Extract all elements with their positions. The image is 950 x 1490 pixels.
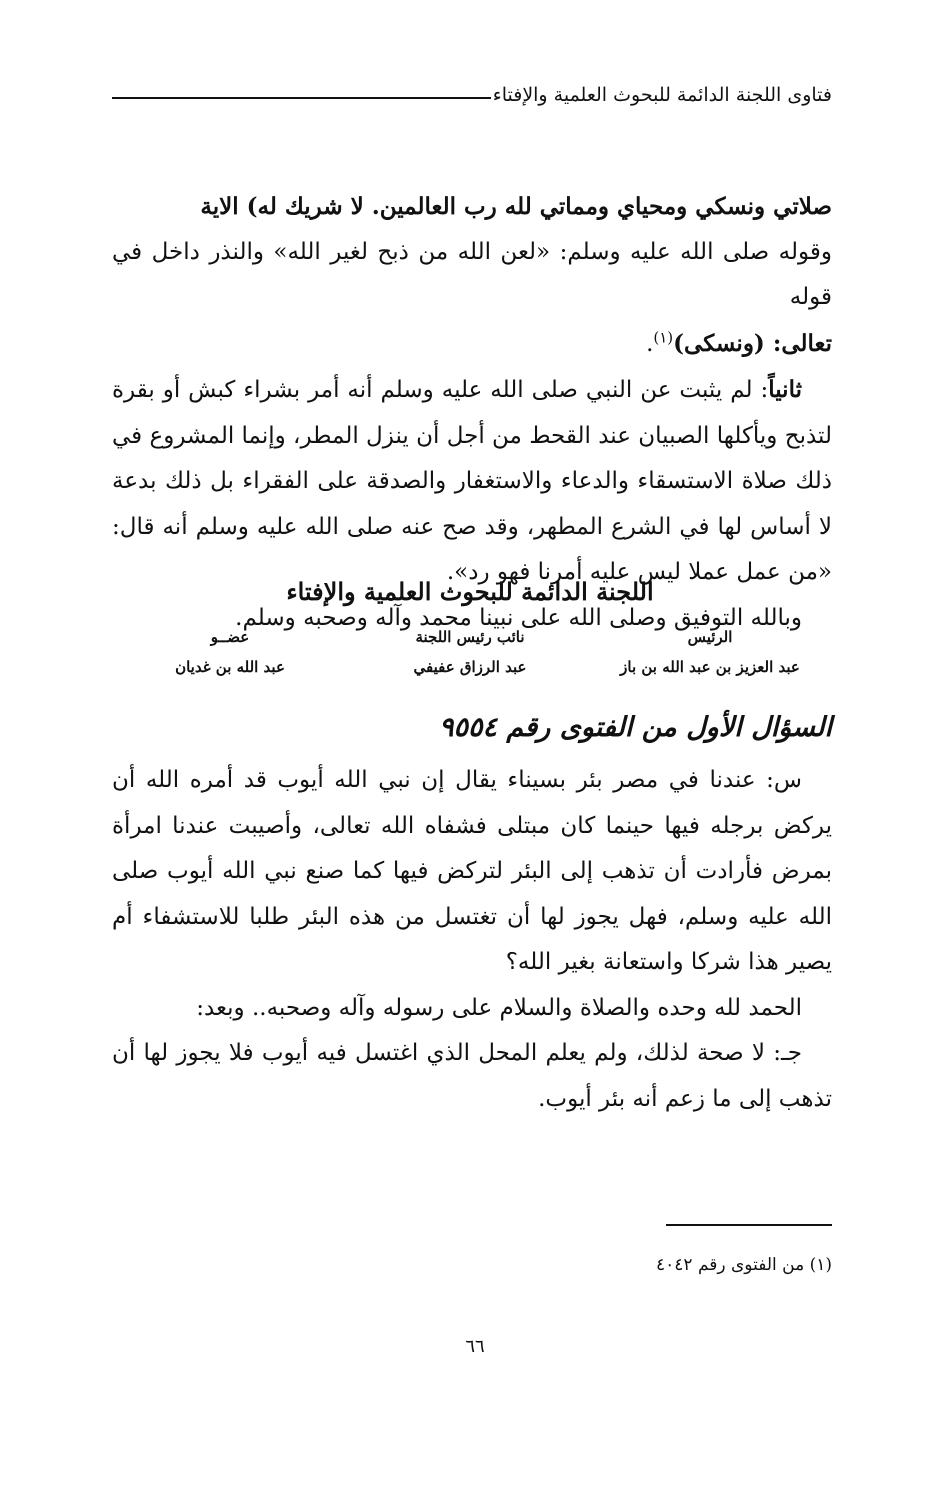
second-point-paragraph: [112, 367, 832, 596]
signature-deputy: [360, 622, 580, 682]
second-point-text: : لم يثبت عن النبي صلى الله عليه وسلم أنه أمر بشراء كبش أو بقرة لتذبح ويأكلها الصبيان عند القحط من أجل أن ينزل المطر، وإنما المشروع في ذلك صلاة الاستسقاء والدعاء والاستغفار والصدقة على الفقراء بل ذلك بدعة لا أساس لها في الشرع المطهر، وقد صح عنه صلى الله عليه وسلم أنه قال: «من عمل عملا ليس عليه أمرنا فهو رد».: [112, 377, 832, 585]
signature-role: عضــو: [210, 628, 250, 646]
signature-chairman: [600, 622, 820, 682]
signature-role: الرئيس: [687, 628, 733, 646]
running-header: [112, 84, 832, 106]
header-rule: [112, 97, 491, 99]
running-header-title: فتاوى اللجنة الدائمة للبحوث العلمية والإفتاء: [492, 84, 832, 106]
verse-reference-line: [112, 321, 832, 368]
footnote-reference: (١): [653, 327, 674, 346]
question-paragraph: س: عندنا في مصر بئر بسيناء يقال إن نبي الله أيوب قد أمره الله أن يركض برجله فيها حينما كان مبتلى فشفاه الله تعالى، وأصيبت عندنا امرأة بمرض فأرادت أن تذهب إلى البئر لتركض فيها كما صنع نبي الله أيوب صلى الله عليه وسلم، فهل يجوز لها أن تغتسل من هذه البئر طلبا للاستشفاء أم يصير هذا شركا واستعانة بغير الله؟: [112, 767, 832, 975]
signature-name: عبد الله بن غديان: [175, 658, 285, 676]
signature-name: عبد العزيز بن عبد الله بن باز: [620, 658, 800, 676]
closing-prayer: وبالله التوفيق وصلى الله على نبينا محمد وآله وصحبه وسلم.: [235, 604, 802, 631]
answer-paragraph: جـ: لا صحة لذلك، ولم يعلم المحل الذي اغتسل فيه أيوب فلا يجوز لها أن تذهب إلى ما زعم أنه بئر أيوب.: [112, 1040, 832, 1112]
fatwa-body: [112, 758, 832, 1122]
hadith-line: وقوله صلى الله عليه وسلم: «لعن الله من ذبح لغير الله» والنذر داخل في قوله: [112, 238, 832, 310]
committee-signatures: [120, 622, 820, 682]
page-number: ٦٦: [465, 1336, 485, 1357]
verse-reference-end: .: [646, 330, 654, 357]
fatwa-heading: السؤال الأول من الفتوى رقم ٩٥٥٤: [439, 712, 832, 743]
praise-paragraph: الحمد لله وحده والصلاة والسلام على رسوله وآله وصحبه.. وبعد:: [196, 994, 802, 1021]
signature-member: [120, 622, 340, 682]
quran-verse-line: صلاتي ونسكي ومحياي ومماتي لله رب العالمين. لا شريك له) الاية: [200, 193, 832, 220]
footnote: (١) من الفتوى رقم ٤٠٤٢: [656, 1255, 832, 1275]
committee-title: اللجنة الدائمة للبحوث العلمية والإفتاء: [286, 577, 654, 606]
footnote-rule: [666, 1224, 832, 1226]
second-point-label: ثانياً: [768, 376, 802, 403]
fatwa-continuation: [112, 184, 832, 641]
signature-name: عبد الرزاق عفيفي: [413, 658, 527, 676]
signature-role: نائب رئيس اللجنة: [415, 628, 525, 646]
verse-reference-text: تعالى: (ونسكى): [673, 329, 832, 357]
